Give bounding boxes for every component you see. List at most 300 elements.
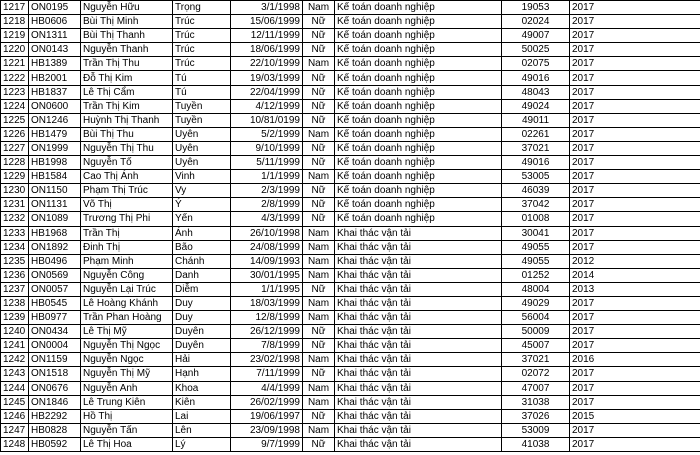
student-code-cell: ON0676: [29, 381, 81, 395]
row-number-cell: 1219: [1, 29, 29, 43]
birth-date-cell: 7/8/1999: [231, 339, 303, 353]
family-name-cell: Trần Thị Thu: [81, 57, 173, 71]
table-row: [1, 325, 700, 339]
given-name-cell: Vinh: [173, 170, 231, 184]
row-number-cell: 1232: [1, 212, 29, 226]
student-code-cell: HB1389: [29, 57, 81, 71]
birth-date-cell: 19/06/1997: [231, 409, 303, 423]
student-code-cell: ON1999: [29, 141, 81, 155]
gender-cell: Nữ: [303, 437, 335, 451]
birth-date-cell: 18/06/1999: [231, 43, 303, 57]
gender-cell: Nữ: [303, 325, 335, 339]
given-name-cell: Trúc: [173, 43, 231, 57]
row-number-cell: 1229: [1, 170, 29, 184]
gender-cell: Nữ: [303, 85, 335, 99]
major-cell: Khai thác vận tải: [335, 367, 502, 381]
student-code-cell: HB2001: [29, 71, 81, 85]
year-cell: 2017: [570, 226, 700, 240]
family-name-cell: Lê Thị Cẩm: [81, 85, 173, 99]
area-code-cell: 45007: [502, 339, 570, 353]
given-name-cell: Kiên: [173, 395, 231, 409]
row-number-cell: 1217: [1, 1, 29, 15]
major-cell: Kế toán doanh nghiệp: [335, 71, 502, 85]
row-number-cell: 1218: [1, 15, 29, 29]
gender-cell: Nam: [303, 381, 335, 395]
gender-cell: Nam: [303, 240, 335, 254]
row-number-cell: 1243: [1, 367, 29, 381]
gender-cell: Nữ: [303, 71, 335, 85]
birth-date-cell: 30/01/1995: [231, 268, 303, 282]
row-number-cell: 1242: [1, 353, 29, 367]
birth-date-cell: 4/12/1999: [231, 99, 303, 113]
major-cell: Khai thác vận tải: [335, 240, 502, 254]
area-code-cell: 48043: [502, 85, 570, 99]
gender-cell: Nam: [303, 395, 335, 409]
family-name-cell: Nguyễn Thị Ngọc: [81, 339, 173, 353]
family-name-cell: Nguyễn Tố: [81, 156, 173, 170]
table-row: [1, 226, 700, 240]
birth-date-cell: 1/1/1999: [231, 170, 303, 184]
row-number-cell: 1226: [1, 127, 29, 141]
row-number-cell: 1241: [1, 339, 29, 353]
given-name-cell: Trúc: [173, 57, 231, 71]
given-name-cell: Yến: [173, 212, 231, 226]
family-name-cell: Trần Phan Hoàng: [81, 311, 173, 325]
row-number-cell: 1224: [1, 99, 29, 113]
given-name-cell: Uyên: [173, 156, 231, 170]
family-name-cell: Lê Thị Mỹ: [81, 325, 173, 339]
major-cell: Kế toán doanh nghiệp: [335, 99, 502, 113]
family-name-cell: Bùi Thị Thu: [81, 127, 173, 141]
gender-cell: Nam: [303, 127, 335, 141]
gender-cell: Nữ: [303, 156, 335, 170]
student-code-cell: ON1159: [29, 353, 81, 367]
major-cell: Kế toán doanh nghiệp: [335, 141, 502, 155]
birth-date-cell: 9/7/1999: [231, 437, 303, 451]
birth-date-cell: 2/3/1999: [231, 184, 303, 198]
given-name-cell: Diễm: [173, 282, 231, 296]
family-name-cell: Nguyễn Thị Thu: [81, 141, 173, 155]
area-code-cell: 49011: [502, 113, 570, 127]
table-body: [1, 1, 700, 452]
student-code-cell: HB0606: [29, 15, 81, 29]
birth-date-cell: 22/04/1999: [231, 85, 303, 99]
area-code-cell: 01008: [502, 212, 570, 226]
gender-cell: Nữ: [303, 29, 335, 43]
family-name-cell: Nguyễn Anh: [81, 381, 173, 395]
family-name-cell: Nguyễn Thanh: [81, 43, 173, 57]
table-row: [1, 170, 700, 184]
major-cell: Khai thác vận tải: [335, 226, 502, 240]
row-number-cell: 1228: [1, 156, 29, 170]
area-code-cell: 50025: [502, 43, 570, 57]
area-code-cell: 49055: [502, 254, 570, 268]
given-name-cell: Hải: [173, 353, 231, 367]
table-row: [1, 198, 700, 212]
major-cell: Kế toán doanh nghiệp: [335, 113, 502, 127]
gender-cell: Nữ: [303, 339, 335, 353]
area-code-cell: 01252: [502, 268, 570, 282]
given-name-cell: Duy: [173, 296, 231, 310]
student-code-cell: HB0545: [29, 296, 81, 310]
area-code-cell: 49029: [502, 296, 570, 310]
year-cell: 2015: [570, 409, 700, 423]
birth-date-cell: 22/10/1999: [231, 57, 303, 71]
table-row: [1, 268, 700, 282]
table-row: [1, 57, 700, 71]
row-number-cell: 1248: [1, 437, 29, 451]
area-code-cell: 41038: [502, 437, 570, 451]
family-name-cell: Lê Trung Kiên: [81, 395, 173, 409]
year-cell: 2017: [570, 296, 700, 310]
major-cell: Khai thác vận tải: [335, 254, 502, 268]
year-cell: 2017: [570, 395, 700, 409]
birth-date-cell: 12/8/1999: [231, 311, 303, 325]
major-cell: Kế toán doanh nghiệp: [335, 43, 502, 57]
birth-date-cell: 24/08/1999: [231, 240, 303, 254]
gender-cell: Nữ: [303, 212, 335, 226]
row-number-cell: 1222: [1, 71, 29, 85]
given-name-cell: Duy: [173, 311, 231, 325]
area-code-cell: 53005: [502, 170, 570, 184]
area-code-cell: 37021: [502, 353, 570, 367]
given-name-cell: Trúc: [173, 29, 231, 43]
student-code-cell: ON1892: [29, 240, 81, 254]
table-row: [1, 127, 700, 141]
area-code-cell: 50009: [502, 325, 570, 339]
table-row: [1, 254, 700, 268]
table-row: [1, 15, 700, 29]
table-row: [1, 99, 700, 113]
birth-date-cell: 19/03/1999: [231, 71, 303, 85]
given-name-cell: Vy: [173, 184, 231, 198]
family-name-cell: Nguyễn Thị Mỹ: [81, 367, 173, 381]
row-number-cell: 1223: [1, 85, 29, 99]
area-code-cell: 46039: [502, 184, 570, 198]
given-name-cell: Ý: [173, 198, 231, 212]
given-name-cell: Tú: [173, 85, 231, 99]
gender-cell: Nữ: [303, 141, 335, 155]
table-row: [1, 423, 700, 437]
area-code-cell: 02075: [502, 57, 570, 71]
row-number-cell: 1233: [1, 226, 29, 240]
gender-cell: Nữ: [303, 198, 335, 212]
student-code-cell: HB1584: [29, 170, 81, 184]
year-cell: 2017: [570, 423, 700, 437]
table-row: [1, 367, 700, 381]
birth-date-cell: 3/1/1998: [231, 1, 303, 15]
birth-date-cell: 23/02/1998: [231, 353, 303, 367]
family-name-cell: Bùi Thị Thanh: [81, 29, 173, 43]
row-number-cell: 1221: [1, 57, 29, 71]
given-name-cell: Uyên: [173, 127, 231, 141]
student-code-cell: ON1518: [29, 367, 81, 381]
year-cell: 2017: [570, 381, 700, 395]
table-row: [1, 381, 700, 395]
major-cell: Kế toán doanh nghiệp: [335, 29, 502, 43]
family-name-cell: Nguyễn Hữu: [81, 1, 173, 15]
major-cell: Khai thác vận tải: [335, 437, 502, 451]
family-name-cell: Hồ Thị: [81, 409, 173, 423]
row-number-cell: 1235: [1, 254, 29, 268]
family-name-cell: Nguyễn Lại Trúc: [81, 282, 173, 296]
student-code-cell: HB0592: [29, 437, 81, 451]
row-number-cell: 1231: [1, 198, 29, 212]
family-name-cell: Võ Thị: [81, 198, 173, 212]
year-cell: 2017: [570, 437, 700, 451]
table-row: [1, 437, 700, 451]
row-number-cell: 1234: [1, 240, 29, 254]
row-number-cell: 1247: [1, 423, 29, 437]
student-code-cell: HB1998: [29, 156, 81, 170]
given-name-cell: Lai: [173, 409, 231, 423]
major-cell: Khai thác vận tải: [335, 395, 502, 409]
birth-date-cell: 9/10/1999: [231, 141, 303, 155]
table-row: [1, 1, 700, 15]
gender-cell: Nữ: [303, 367, 335, 381]
family-name-cell: Huỳnh Thị Thanh: [81, 113, 173, 127]
given-name-cell: Bão: [173, 240, 231, 254]
year-cell: 2017: [570, 339, 700, 353]
area-code-cell: 37026: [502, 409, 570, 423]
given-name-cell: Tuyền: [173, 99, 231, 113]
family-name-cell: Phạm Thị Trúc: [81, 184, 173, 198]
year-cell: 2017: [570, 127, 700, 141]
gender-cell: Nam: [303, 353, 335, 367]
year-cell: 2017: [570, 240, 700, 254]
year-cell: 2017: [570, 184, 700, 198]
birth-date-cell: 14/09/1993: [231, 254, 303, 268]
table-row: [1, 212, 700, 226]
gender-cell: Nữ: [303, 409, 335, 423]
table-row: [1, 29, 700, 43]
student-code-cell: ON0143: [29, 43, 81, 57]
year-cell: 2017: [570, 212, 700, 226]
row-number-cell: 1220: [1, 43, 29, 57]
major-cell: Khai thác vận tải: [335, 325, 502, 339]
row-number-cell: 1238: [1, 296, 29, 310]
year-cell: 2017: [570, 141, 700, 155]
student-code-cell: HB0977: [29, 311, 81, 325]
student-code-cell: ON0004: [29, 339, 81, 353]
year-cell: 2017: [570, 367, 700, 381]
student-code-cell: ON1089: [29, 212, 81, 226]
table-row: [1, 156, 700, 170]
student-code-cell: HB1479: [29, 127, 81, 141]
major-cell: Khai thác vận tải: [335, 268, 502, 282]
family-name-cell: Đỗ Thị Kim: [81, 71, 173, 85]
year-cell: 2017: [570, 156, 700, 170]
gender-cell: Nữ: [303, 282, 335, 296]
year-cell: 2017: [570, 71, 700, 85]
given-name-cell: Trọng: [173, 1, 231, 15]
major-cell: Kế toán doanh nghiệp: [335, 156, 502, 170]
birth-date-cell: 5/2/1999: [231, 127, 303, 141]
area-code-cell: 31038: [502, 395, 570, 409]
major-cell: Khai thác vận tải: [335, 409, 502, 423]
family-name-cell: Nguyễn Công: [81, 268, 173, 282]
area-code-cell: 53009: [502, 423, 570, 437]
student-code-cell: ON0195: [29, 1, 81, 15]
year-cell: 2017: [570, 85, 700, 99]
given-name-cell: Ánh: [173, 226, 231, 240]
table-row: [1, 141, 700, 155]
given-name-cell: Uyên: [173, 141, 231, 155]
major-cell: Khai thác vận tải: [335, 311, 502, 325]
table-row: [1, 71, 700, 85]
year-cell: 2017: [570, 99, 700, 113]
table-row: [1, 282, 700, 296]
birth-date-cell: 4/3/1999: [231, 212, 303, 226]
family-name-cell: Nguyễn Tấn: [81, 423, 173, 437]
major-cell: Kế toán doanh nghiệp: [335, 170, 502, 184]
area-code-cell: 56004: [502, 311, 570, 325]
birth-date-cell: 26/10/1998: [231, 226, 303, 240]
year-cell: 2012: [570, 254, 700, 268]
major-cell: Kế toán doanh nghiệp: [335, 127, 502, 141]
major-cell: Kế toán doanh nghiệp: [335, 15, 502, 29]
given-name-cell: Tuyền: [173, 113, 231, 127]
student-code-cell: ON0600: [29, 99, 81, 113]
major-cell: Khai thác vận tải: [335, 423, 502, 437]
family-name-cell: Bùi Thị Minh: [81, 15, 173, 29]
given-name-cell: Lý: [173, 437, 231, 451]
area-code-cell: 47007: [502, 381, 570, 395]
major-cell: Khai thác vận tải: [335, 353, 502, 367]
area-code-cell: 49016: [502, 156, 570, 170]
birth-date-cell: 1/1/1995: [231, 282, 303, 296]
area-code-cell: 49024: [502, 99, 570, 113]
birth-date-cell: 26/02/1999: [231, 395, 303, 409]
gender-cell: Nam: [303, 311, 335, 325]
area-code-cell: 37042: [502, 198, 570, 212]
given-name-cell: Hạnh: [173, 367, 231, 381]
family-name-cell: Trương Thị Phi: [81, 212, 173, 226]
family-name-cell: Đinh Thị: [81, 240, 173, 254]
student-code-cell: ON1846: [29, 395, 81, 409]
major-cell: Kế toán doanh nghiệp: [335, 85, 502, 99]
table-row: [1, 296, 700, 310]
major-cell: Khai thác vận tải: [335, 381, 502, 395]
student-code-cell: HB0828: [29, 423, 81, 437]
row-number-cell: 1244: [1, 381, 29, 395]
table-row: [1, 409, 700, 423]
area-code-cell: 48004: [502, 282, 570, 296]
area-code-cell: 49016: [502, 71, 570, 85]
student-code-cell: ON1246: [29, 113, 81, 127]
major-cell: Khai thác vận tải: [335, 282, 502, 296]
birth-date-cell: 26/12/1999: [231, 325, 303, 339]
birth-date-cell: 23/09/1998: [231, 423, 303, 437]
major-cell: Khai thác vận tải: [335, 339, 502, 353]
year-cell: 2017: [570, 1, 700, 15]
student-code-cell: HB2292: [29, 409, 81, 423]
area-code-cell: 02072: [502, 367, 570, 381]
table-row: [1, 43, 700, 57]
student-code-cell: ON0434: [29, 325, 81, 339]
year-cell: 2017: [570, 170, 700, 184]
area-code-cell: 19053: [502, 1, 570, 15]
row-number-cell: 1239: [1, 311, 29, 325]
gender-cell: Nam: [303, 423, 335, 437]
year-cell: 2014: [570, 268, 700, 282]
given-name-cell: Tú: [173, 71, 231, 85]
table-row: [1, 395, 700, 409]
student-code-cell: HB0496: [29, 254, 81, 268]
birth-date-cell: 18/03/1999: [231, 296, 303, 310]
gender-cell: Nam: [303, 296, 335, 310]
row-number-cell: 1225: [1, 113, 29, 127]
given-name-cell: Duyên: [173, 325, 231, 339]
year-cell: 2017: [570, 198, 700, 212]
year-cell: 2017: [570, 15, 700, 29]
student-code-cell: ON0057: [29, 282, 81, 296]
gender-cell: Nữ: [303, 15, 335, 29]
area-code-cell: 02261: [502, 127, 570, 141]
table-row: [1, 85, 700, 99]
year-cell: 2017: [570, 43, 700, 57]
student-code-cell: ON1131: [29, 198, 81, 212]
gender-cell: Nữ: [303, 43, 335, 57]
row-number-cell: 1246: [1, 409, 29, 423]
birth-date-cell: 10/81/0199: [231, 113, 303, 127]
gender-cell: Nữ: [303, 99, 335, 113]
row-number-cell: 1245: [1, 395, 29, 409]
family-name-cell: Phạm Minh: [81, 254, 173, 268]
student-code-cell: ON1311: [29, 29, 81, 43]
row-number-cell: 1237: [1, 282, 29, 296]
given-name-cell: Chánh: [173, 254, 231, 268]
major-cell: Kế toán doanh nghiệp: [335, 198, 502, 212]
family-name-cell: Lê Thị Hoa: [81, 437, 173, 451]
given-name-cell: Khoa: [173, 381, 231, 395]
row-number-cell: 1227: [1, 141, 29, 155]
table-row: [1, 113, 700, 127]
gender-cell: Nam: [303, 254, 335, 268]
table-row: [1, 240, 700, 254]
gender-cell: Nam: [303, 226, 335, 240]
family-name-cell: Lê Hoàng Khánh: [81, 296, 173, 310]
year-cell: 2013: [570, 282, 700, 296]
given-name-cell: Trúc: [173, 15, 231, 29]
family-name-cell: Trần Thị: [81, 226, 173, 240]
student-code-cell: ON1150: [29, 184, 81, 198]
gender-cell: Nam: [303, 170, 335, 184]
birth-date-cell: 4/4/1999: [231, 381, 303, 395]
birth-date-cell: 7/11/1999: [231, 367, 303, 381]
table-row: [1, 339, 700, 353]
birth-date-cell: 12/11/1999: [231, 29, 303, 43]
year-cell: 2017: [570, 113, 700, 127]
area-code-cell: 02024: [502, 15, 570, 29]
row-number-cell: 1236: [1, 268, 29, 282]
area-code-cell: 37021: [502, 141, 570, 155]
family-name-cell: Trần Thị Kim: [81, 99, 173, 113]
table-row: [1, 311, 700, 325]
year-cell: 2017: [570, 325, 700, 339]
area-code-cell: 49007: [502, 29, 570, 43]
family-name-cell: Cao Thị Ánh: [81, 170, 173, 184]
birth-date-cell: 15/06/1999: [231, 15, 303, 29]
table-row: [1, 184, 700, 198]
table-row: [1, 353, 700, 367]
area-code-cell: 30041: [502, 226, 570, 240]
year-cell: 2017: [570, 57, 700, 71]
major-cell: Kế toán doanh nghiệp: [335, 1, 502, 15]
given-name-cell: Danh: [173, 268, 231, 282]
major-cell: Khai thác vận tải: [335, 296, 502, 310]
student-code-cell: HB1968: [29, 226, 81, 240]
